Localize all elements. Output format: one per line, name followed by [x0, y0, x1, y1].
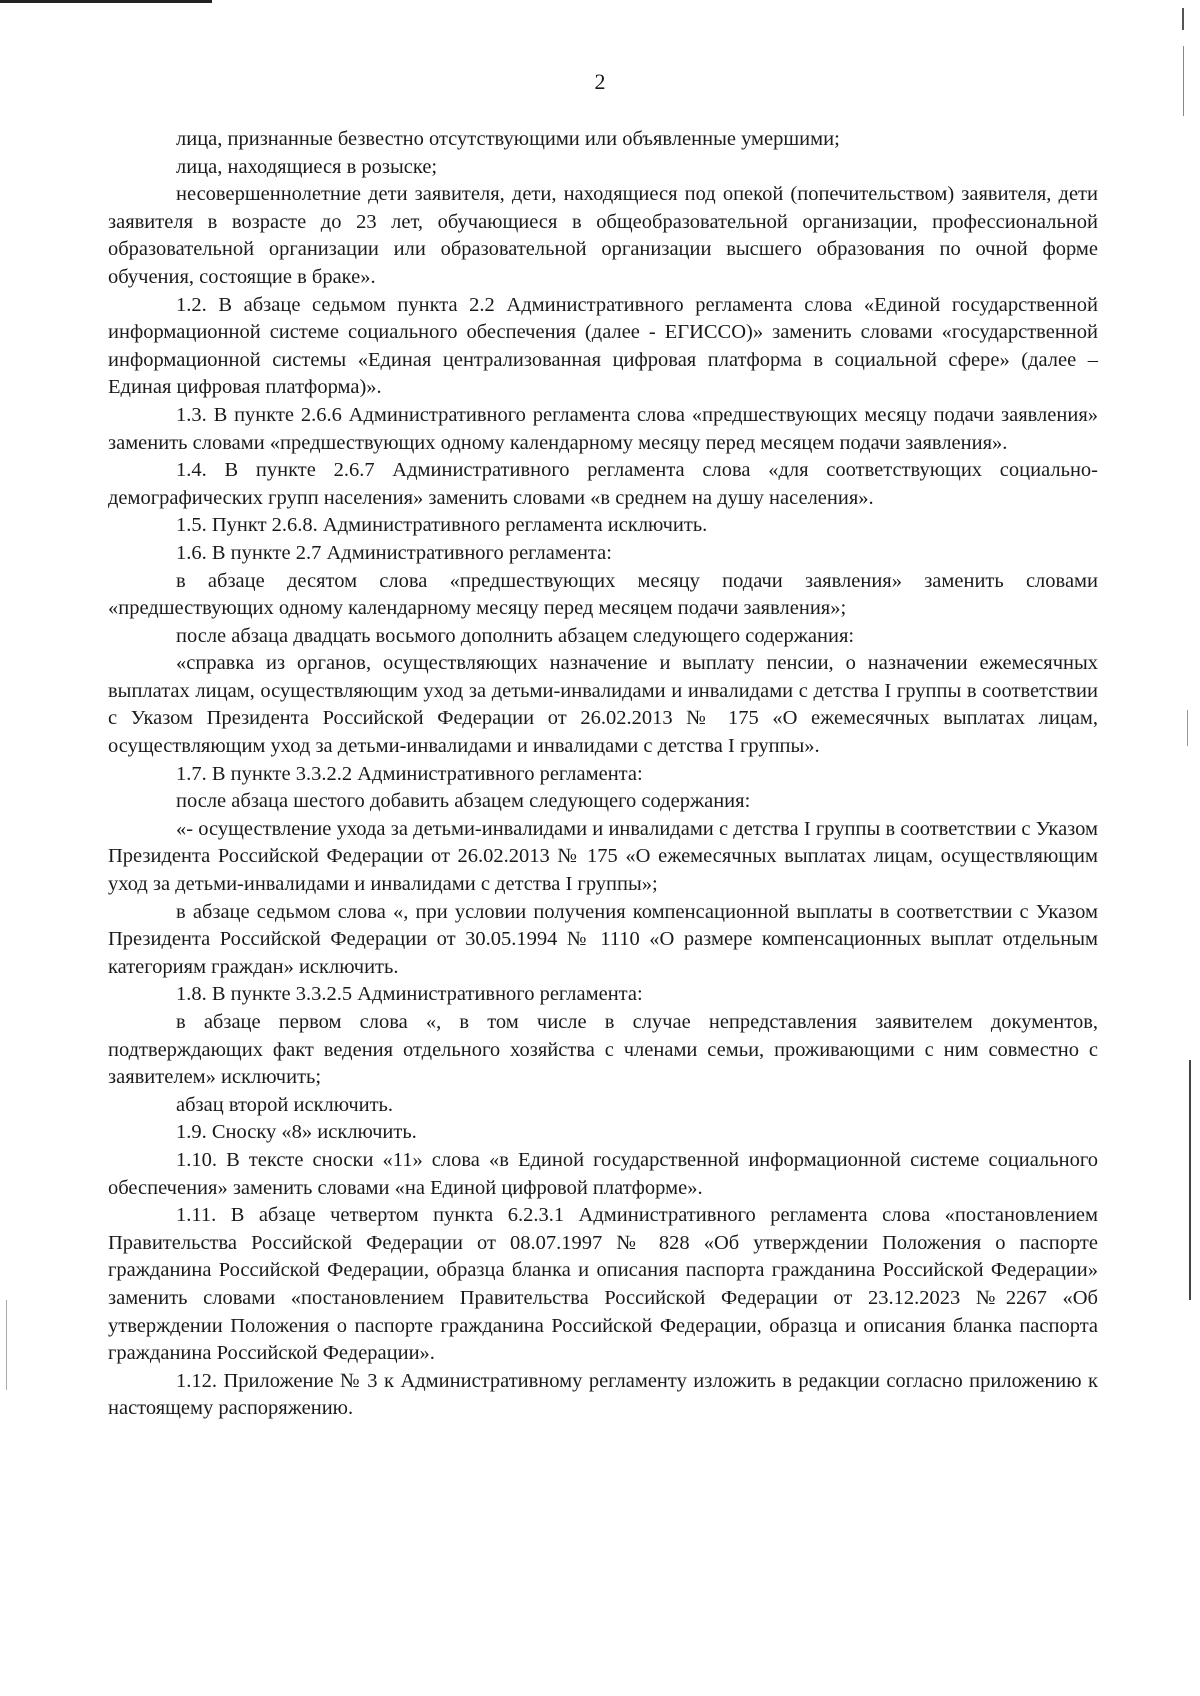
body-paragraph: в абзаце десятом слова «предшествующих месяцу подачи заявления» заменить словами «предшествующих одному календарному месяцу перед месяцем подачи заявления»;: [108, 569, 1098, 620]
body-paragraph: 1.11. В абзаце четвертом пункта 6.2.3.1 Административного регламента слова «постановлением Правительства Российской Федерации от 08.07.1997 № 828 «Об утверждении Положения о паспорте гражданина Российской Федерации, образца бланка и описания паспорта гражданина Российской Федерации» заменить словами «постановлением Правительства Российской Федерации от 23.12.2023 №2267 «Об утверждении Положения о паспорте гражданина Российской Федерации, образца и описания бланка паспорта гражданина Российской Федерации».: [108, 1204, 1098, 1365]
body-paragraph: лица, признанные безвестно отсутствующими или объявленные умершими;: [176, 128, 840, 150]
body-paragraph: 1.7. В пункте 3.3.2.2 Административного регламента:: [176, 762, 643, 785]
body-paragraph: «- осуществление ухода за детьми-инвалидами и инвалидами с детства I группы в соответствии с Указом Президента Российской Федерации от 26.02.2013 № 175 «О ежемесячных выплатах лицам, осуществляющим уход за детьми-инвалидами и инвалидами с детства I группы»;: [108, 817, 1098, 896]
body-paragraph: после абзаца шестого добавить абзацем следующего содержания:: [176, 790, 751, 813]
scan-mark: [1189, 1060, 1191, 1300]
body-paragraph: после абзаца двадцать восьмого дополнить абзацем следующего содержания:: [176, 624, 855, 647]
body-paragraph: «справка из органов, осуществляющих назначение и выплату пенсии, о назначении ежемесячных выплатах лицам, осуществляющим уход за детьми-инвалидами и инвалидами с детства I группы в соответствии с Указом Президента Российской Федерации от 26.02.2013 № 175 «О ежемесячных выплатах лицам, осуществляющим уход за детьми-инвалидами и инвалидами с детства I группы».: [108, 652, 1098, 758]
scan-mark: [6, 1300, 7, 1390]
body-paragraph: 1.2. В абзаце седьмом пункта 2.2 Административного регламента слова «Единой государственной информационной системе социального обеспечения (далее - ЕГИССО)» заменить словами «государственной информационной системы «Единая централизованная цифровая платформа в социальной сфере» (далее – Единая цифровая платформа)».: [108, 293, 1098, 399]
scan-mark: [1182, 8, 1184, 30]
top-edge-rule: [0, 0, 212, 3]
body-paragraph: 1.3. В пункте 2.6.6 Административного регламента слова «предшествующих месяцу подачи заявления» заменить словами «предшествующих одному календарному месяцу перед месяцем подачи заявления».: [108, 403, 1098, 454]
body-paragraph: лица, находящиеся в розыске;: [176, 155, 438, 178]
body-paragraph: абзац второй исключить.: [176, 1093, 394, 1116]
body-paragraph: в абзаце первом слова «, в том числе в случае непредставления заявителем документов, подтверждающих факт ведения отдельного хозяйства с членами семьи, проживающими с ним совместно с заявителем» исключить;: [108, 1011, 1098, 1089]
body-paragraph: в абзаце седьмом слова «, при условии получения компенсационной выплаты в соответствии с Указом Президента Российской Федерации от 30.05.1994 № 1110 «О размере компенсационных выплат отдельным категориям граждан» исключить.: [108, 900, 1098, 978]
document-body: [108, 126, 1098, 1423]
body-paragraph: 1.12. Приложение № 3 к Административному регламенту изложить в редакции согласно приложению к настоящему распоряжению.: [108, 1369, 1098, 1420]
page-number: 2: [594, 69, 606, 94]
body-paragraph: 1.6. В пункте 2.7 Административного регламента:: [176, 541, 612, 564]
body-paragraph: 1.4. В пункте 2.6.7 Административного регламента слова «для соответствующих социально-демографических групп населения» заменить словами «в среднем на душу населения».: [108, 459, 1098, 509]
body-paragraph: 1.5. Пункт 2.6.8. Административного регламента исключить.: [176, 514, 708, 537]
scan-mark: [1187, 710, 1188, 746]
body-paragraph: 1.8. В пункте 3.3.2.5 Административного регламента:: [176, 983, 643, 1006]
body-paragraph: несовершеннолетние дети заявителя, дети, находящиеся под опекой (попечительством) заявителя, дети заявителя в возрасте до 23 лет, обучающиеся в общеобразовательной организации, профессиональной образовательной организации или образовательной организации высшего образования по очной форме обучения, состоящие в браке».: [108, 183, 1098, 288]
body-paragraph: 1.9. Сноску «8» исключить.: [176, 1121, 417, 1144]
body-paragraph: 1.10. В тексте сноски «11» слова «в Единой государственной информационной системе социального обеспечения» заменить словами «на Единой цифровой платформе».: [108, 1148, 1098, 1199]
